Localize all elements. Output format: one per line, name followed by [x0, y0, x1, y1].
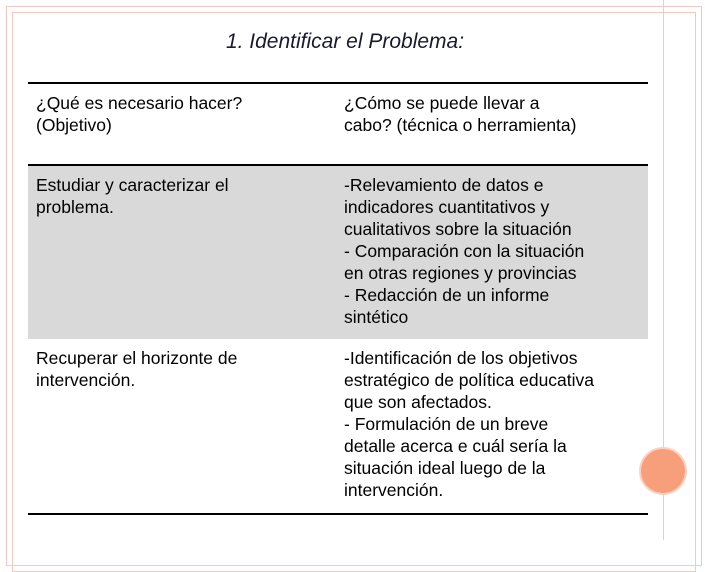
- cell-line: problema.: [36, 197, 114, 217]
- row-objective: [28, 165, 336, 340]
- cell-line: detalle acerca e cuál sería la: [344, 436, 567, 456]
- header-technique-line: cabo? (técnica o herramienta): [344, 115, 577, 135]
- header-objective: [28, 83, 336, 165]
- cell-line: intervención.: [344, 480, 444, 500]
- cell-line: - Redacción de un informe: [344, 285, 550, 305]
- cell-line: situación ideal luego de la: [344, 458, 546, 478]
- cell-line: Recuperar el horizonte de: [36, 348, 238, 368]
- cell-line: intervención.: [36, 370, 136, 390]
- cell-line: en otras regiones y provincias: [344, 263, 577, 283]
- cell-line: -Relevamiento de datos e: [344, 175, 544, 195]
- header-objective-line: ¿Qué es necesario hacer?: [36, 93, 243, 113]
- table-row: [28, 340, 648, 514]
- cell-line: que son afectados.: [344, 392, 492, 412]
- row-technique: [336, 340, 648, 514]
- header-objective-line: (Objetivo): [36, 115, 112, 135]
- table-row: [28, 165, 648, 340]
- header-technique: [336, 83, 648, 165]
- problem-table: [28, 82, 648, 515]
- row-technique: [336, 165, 648, 340]
- row-objective: [28, 340, 336, 514]
- cell-line: - Formulación de un breve: [344, 414, 549, 434]
- table-header-row: [28, 83, 648, 165]
- slide-title: 1. Identificar el Problema:: [225, 30, 465, 53]
- cell-line: sintético: [344, 307, 409, 327]
- cell-line: estratégico de política educativa: [344, 370, 595, 390]
- header-technique-line: ¿Cómo se puede llevar a: [344, 93, 540, 113]
- cell-line: - Comparación con la situación: [344, 241, 585, 261]
- cell-line: cualitativos sobre la situación: [344, 219, 572, 239]
- cell-line: -Identificación de los objetivos: [344, 348, 578, 368]
- cell-line: Estudiar y caracterizar el: [36, 175, 229, 195]
- cell-line: indicadores cuantitativos y: [344, 197, 550, 217]
